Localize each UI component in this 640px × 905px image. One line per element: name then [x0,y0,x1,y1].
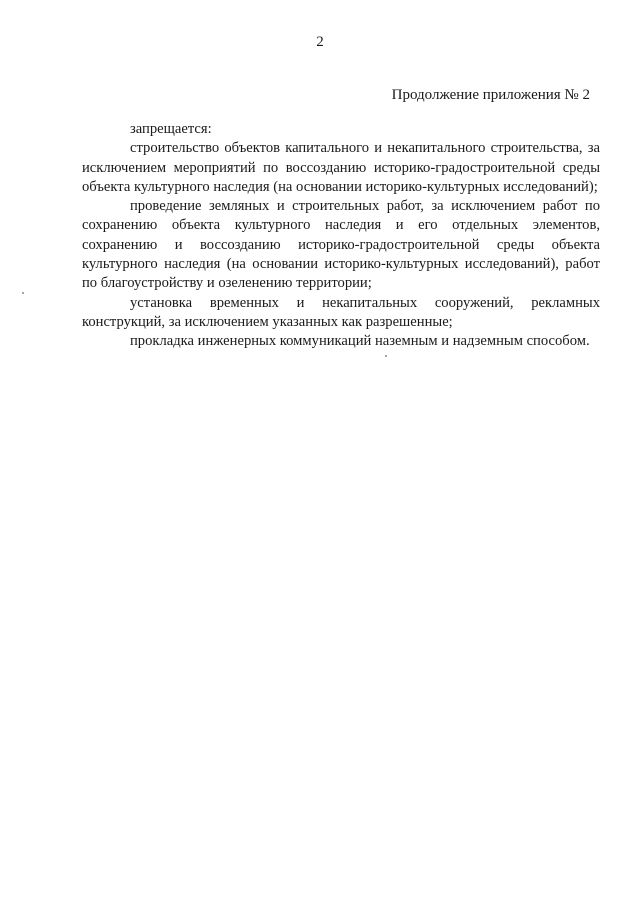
prohibited-item: прокладка инженерных коммуникаций наземным и надземным способом. [130,333,590,350]
appendix-continuation-label: Продолжение приложения № 2 [391,87,590,103]
scan-speck [385,355,387,357]
prohibited-intro: запрещается: [130,121,212,137]
scan-speck [22,292,24,294]
page-number: 2 [316,34,324,50]
document-body [82,120,600,352]
prohibited-item: проведение земляных и строительных работ, за исключением работ по сохранению объекта культурного наследия и его отдельных элементов, сохранению и воссозданию историко-градостроительной среды объекта культурного наследия (на основании историко-культурных исследований), работ по благоустройству и озеленению территории; [82,198,600,292]
prohibited-item: установка временных и некапитальных сооружений, рекламных конструкций, за исключением указанных как разрешенные; [82,294,600,330]
prohibited-item: строительство объектов капитального и некапитального строительства, за исключением мероприятий по воссозданию историко-градостроительной среды объекта культурного наследия (на основании историко-культурных исследований); [82,140,600,195]
